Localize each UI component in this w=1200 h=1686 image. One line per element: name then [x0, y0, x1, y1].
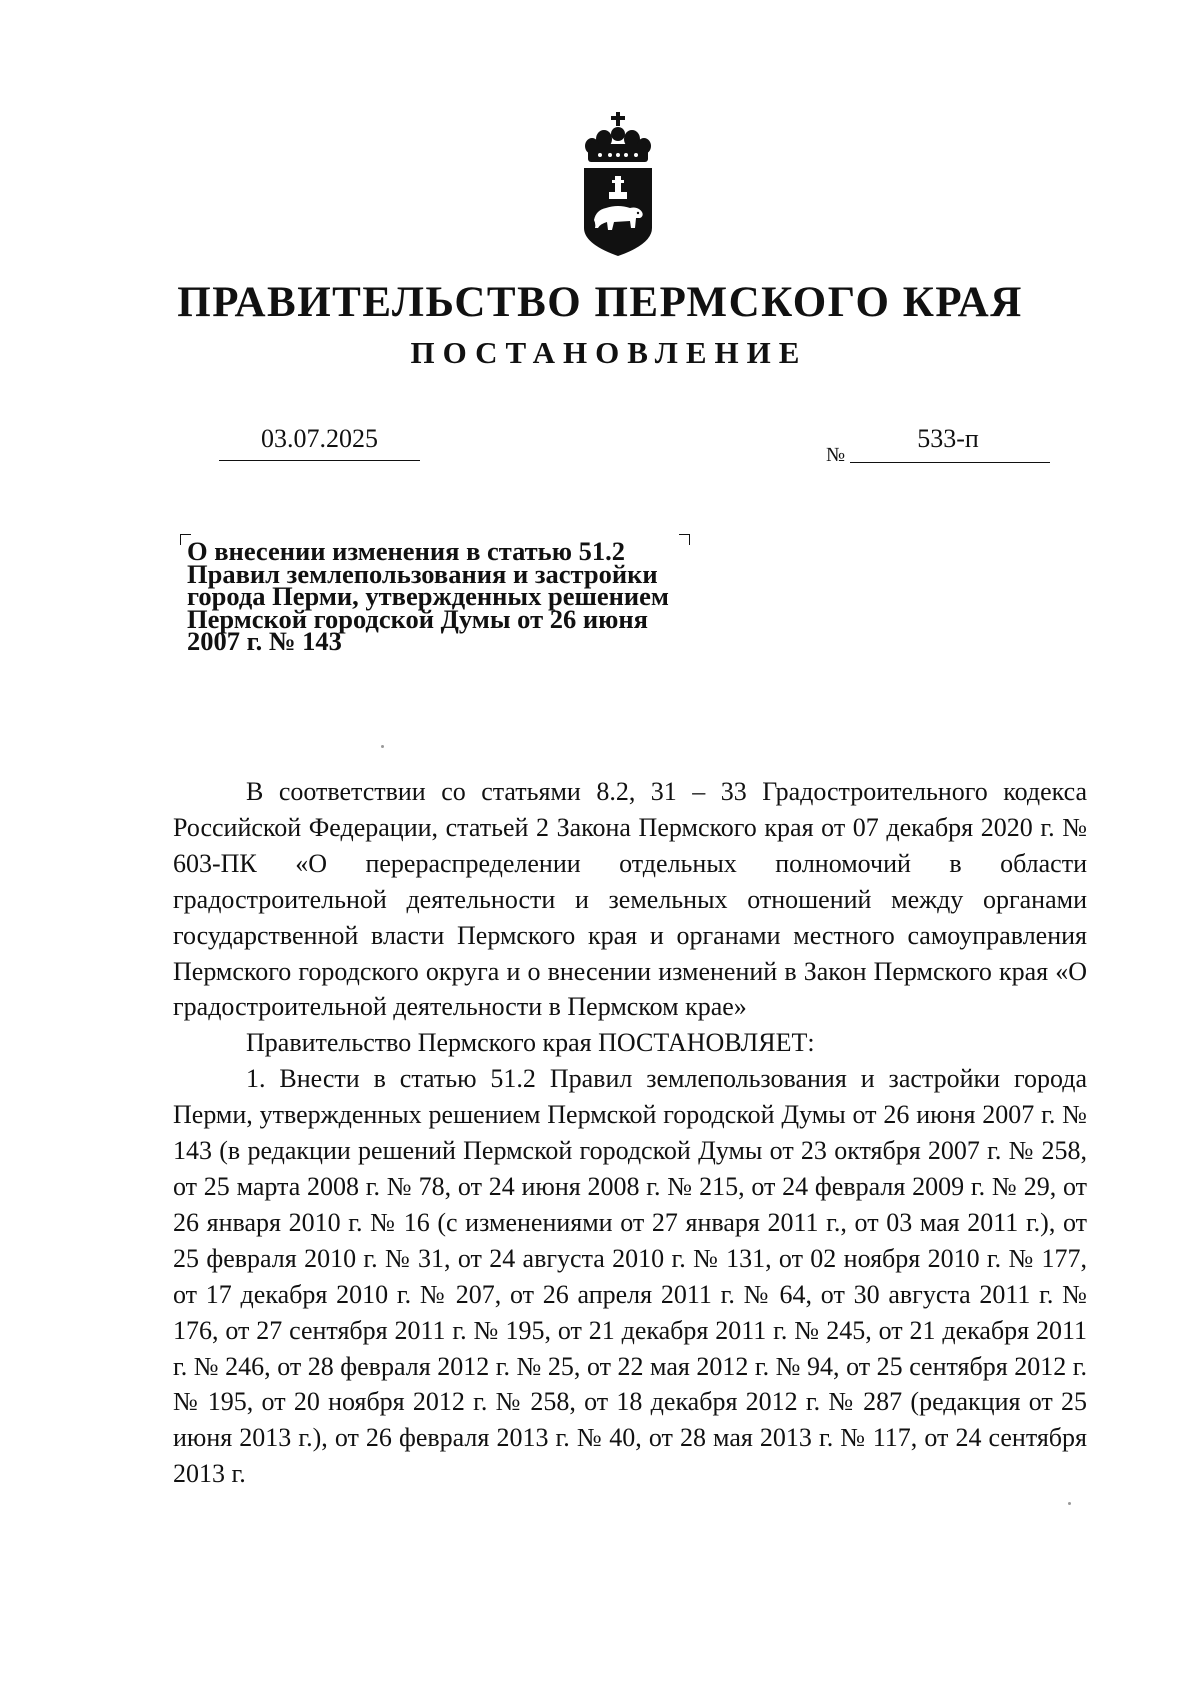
document-date-field [219, 424, 420, 454]
document-type: ПОСТАНОВЛЕНИЕ [410, 335, 808, 370]
document-body [173, 774, 1087, 1492]
document-subject [187, 536, 727, 656]
document-number: 533-п [917, 424, 979, 453]
subject-line: Правил землепользования и застройки [187, 558, 658, 589]
scan-speck [381, 745, 384, 748]
scan-speck [1068, 1502, 1071, 1505]
body-paragraph-resolution: Правительство Пермского края ПОСТАНОВЛЯЕТ: [246, 1028, 815, 1058]
subject-line: Пермской городской Думы от 26 июня [187, 603, 648, 634]
date-underline [219, 460, 420, 461]
subject-line: 2007 г. № 143 [187, 626, 342, 656]
body-paragraph-preamble: В соответствии со статьями 8.2, 31 – 33 Градостроительного кодекса Российской Федерации, статьей 2 Закона Пермского края от 07 декабря 2020 г. № 603-ПК «О перераспределении отдельных полномочий в области градостроительной деятельности и земельных отношений между органами государственной власти Пермского края и органами местного самоуправления Пермского городского округа и о внесении изменений в Закон Пермского края «О градостроительной деятельности в Пермском крае» [173, 777, 1087, 1022]
subject-line: города Перми, утвержденных решением [187, 581, 669, 611]
coat-of-arms-icon [578, 110, 658, 260]
number-sign: № [826, 444, 846, 466]
subject-line: О внесении изменения в статью 51.2 [187, 536, 625, 566]
number-underline [850, 462, 1050, 463]
organization-title: ПРАВИТЕЛЬСТВО ПЕРМСКОГО КРАЯ [177, 279, 1023, 326]
document-date: 03.07.2025 [261, 424, 378, 453]
body-paragraph-item-1: 1. Внести в статью 51.2 Правил землепользования и застройки города Перми, утвержденных решением Пермской городской Думы от 26 июня 2007 г. № 143 (в редакции решений Пермской городской Думы от 23 октября 2007 г. № 258, от 25 марта 2008 г. № 78, от 24 июня 2008 г. № 215, от 24 февраля 2009 г. № 29, от 26 января 2010 г. № 16 (с изменениями от 27 января 2011 г., от 03 мая 2011 г.), от 25 февраля 2010 г. № 31, от 24 августа 2010 г. № 131, от 02 ноября 2010 г. № 177, от 17 декабря 2010 г. № 207, от 26 апреля 2011 г. № 64, от 30 августа 2011 г. № 176, от 27 сентября 2011 г. № 195, от 21 декабря 2011 г. № 245, от 21 декабря 2011 г. № 246, от 28 февраля 2012 г. № 25, от 22 мая 2012 г. № 94, от 25 сентября 2012 г. № 195, от 20 ноября 2012 г. № 258, от 18 декабря 2012 г. № 287 (редакция от 25 июня 2013 г.), от 26 февраля 2013 г. № 40, от 28 мая 2013 г. № 117, от 24 сентября 2013 г. [173, 1064, 1087, 1489]
